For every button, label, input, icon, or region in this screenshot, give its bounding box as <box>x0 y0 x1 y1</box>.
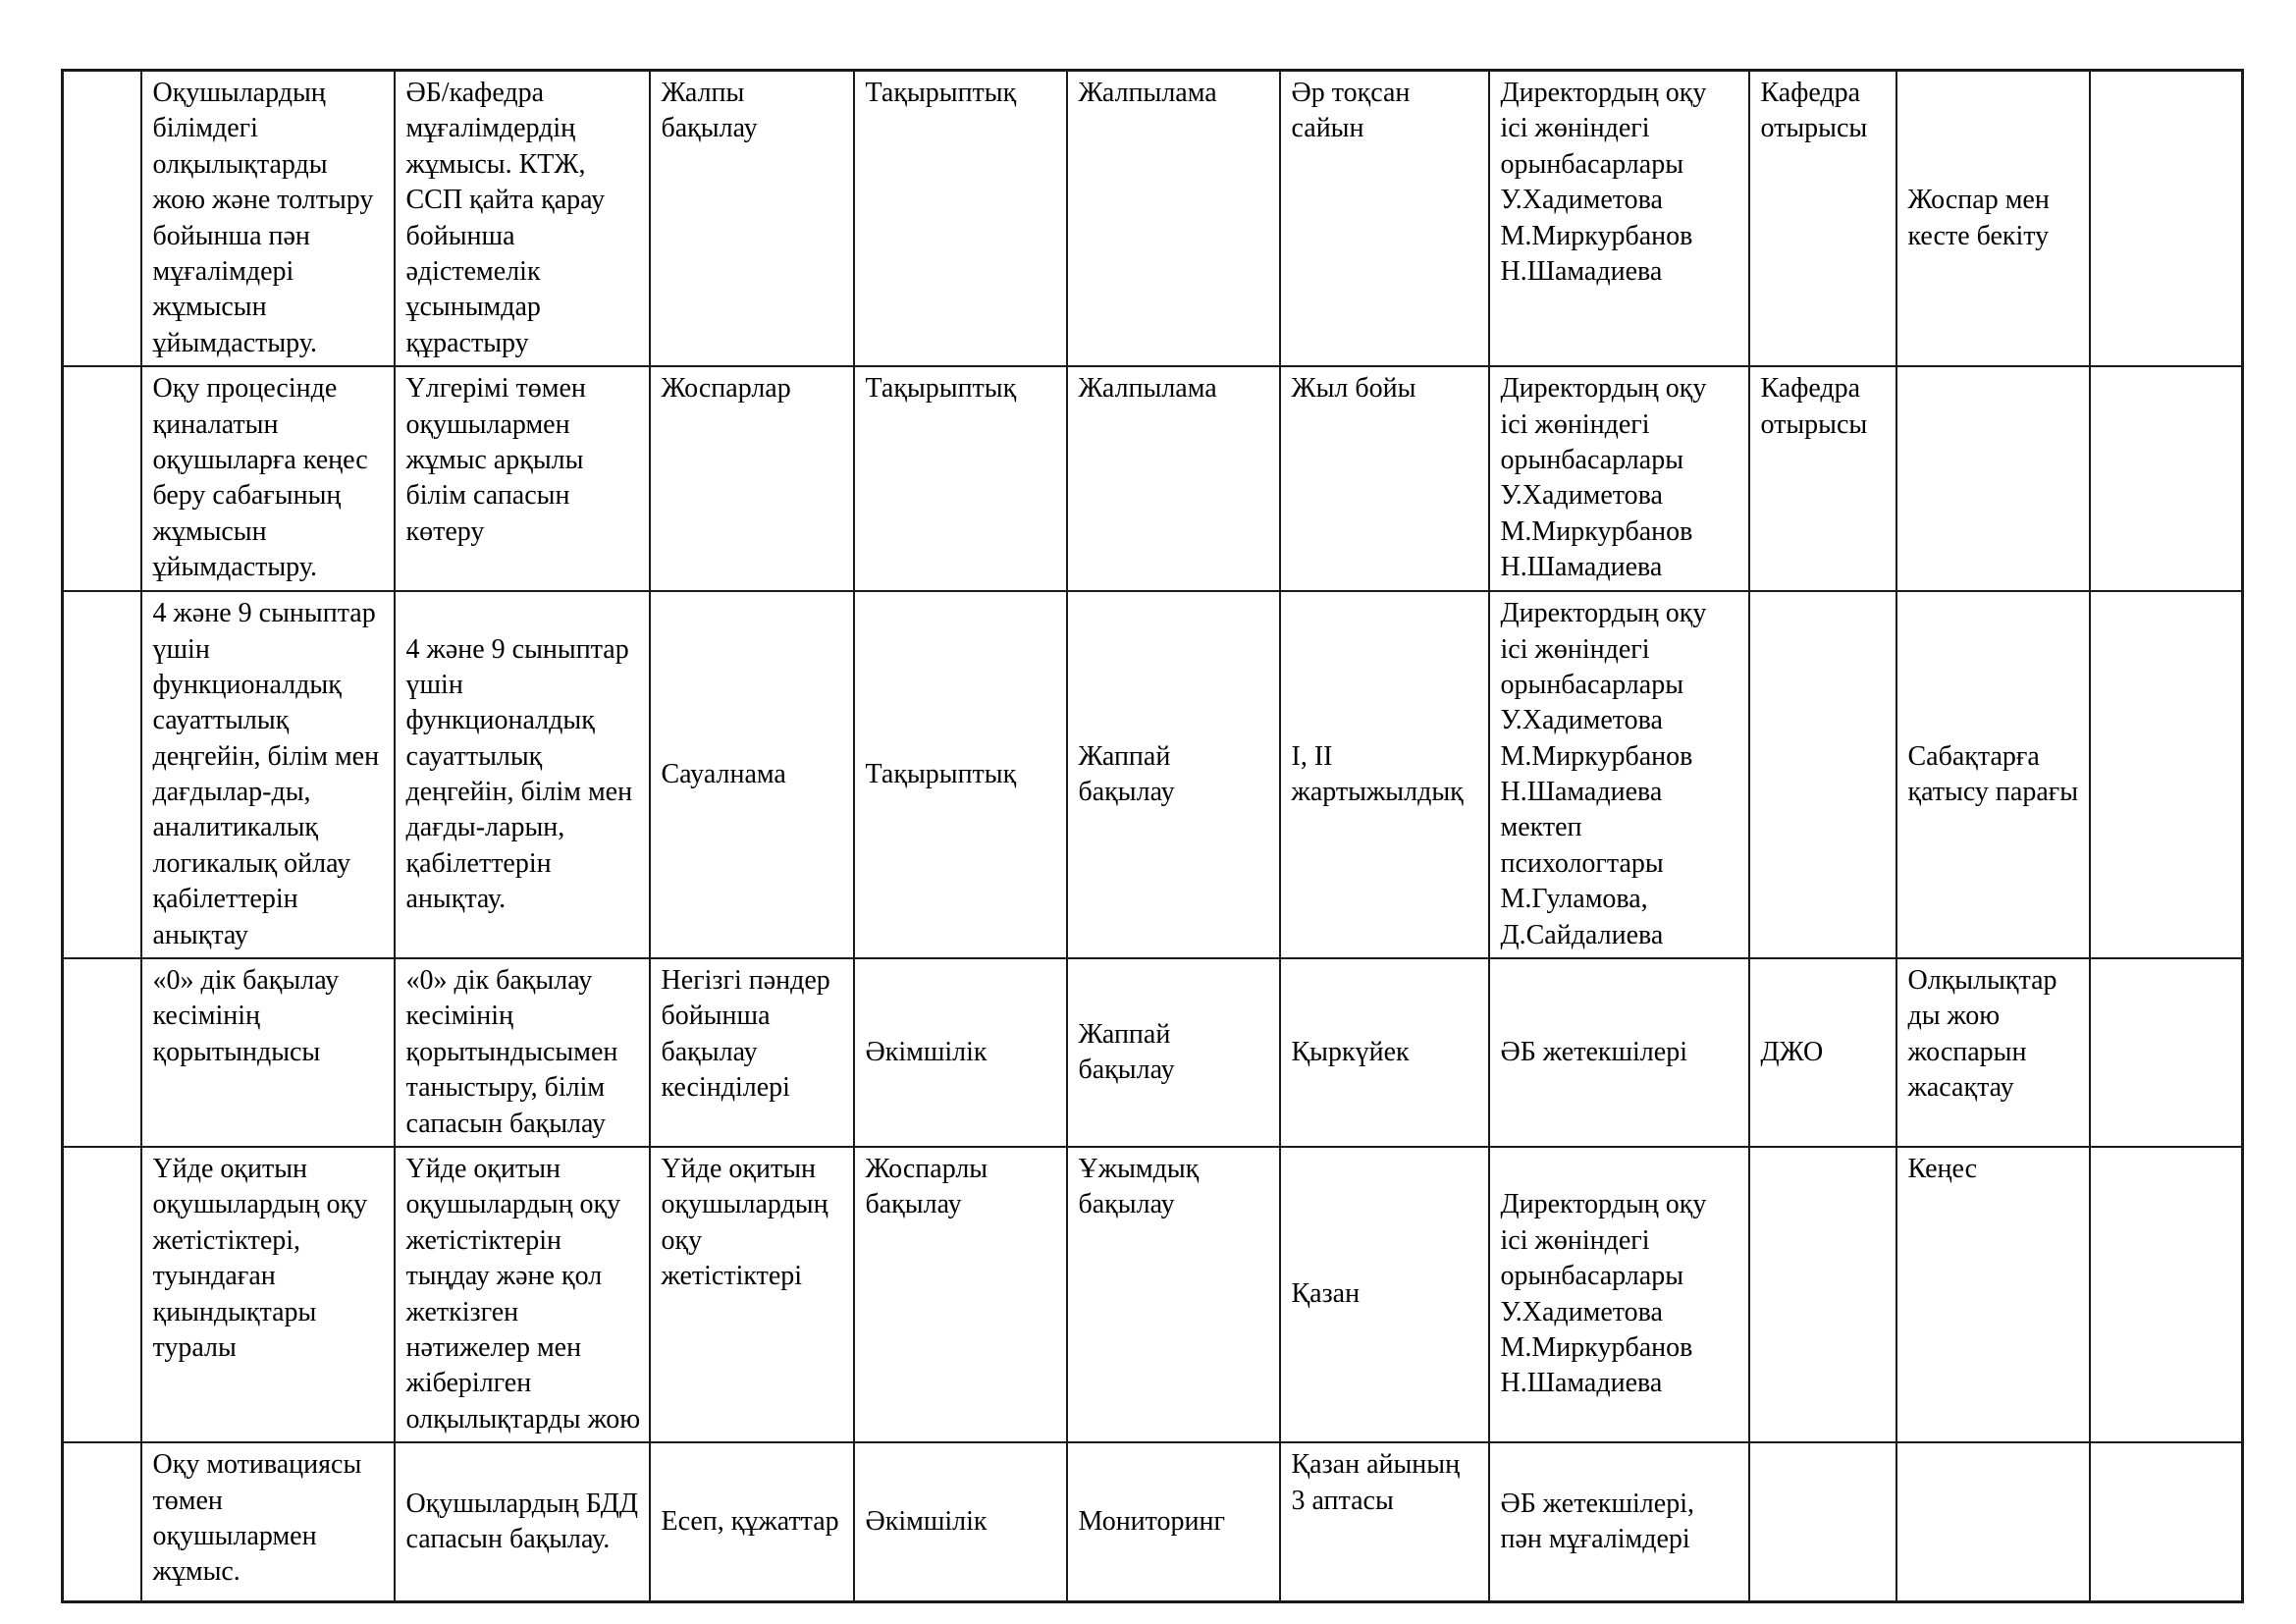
table-cell: Жоспарлар <box>650 366 854 591</box>
table-cell <box>63 366 141 591</box>
table-row <box>63 1442 2243 1602</box>
table-cell <box>63 71 141 367</box>
table-cell: ДЖО <box>1749 958 1896 1147</box>
table-cell: I, II жартыжылдық <box>1280 591 1489 958</box>
table-cell: Есеп, құжаттар <box>650 1442 854 1602</box>
table-cell: Қыркүйек <box>1280 958 1489 1147</box>
table-cell: Кафедра отырысы <box>1749 366 1896 591</box>
table-cell: Директордың оқу ісі жөніндегі орынбасарлары У.Хадиметова М.Миркурбанов Н.Шамадиева <box>1489 1147 1749 1442</box>
plan-table <box>61 69 2244 1603</box>
table-cell <box>1896 366 2090 591</box>
table-cell: Үйде оқитын оқушылардың оқу жетістіктері <box>650 1147 854 1442</box>
table-cell: Тақырыптық <box>854 71 1067 367</box>
table-cell: Үйде оқитын оқушылардың оқу жетістіктерін тыңдау және қол жеткізген нәтижелер мен жіберілген олқылықтарды жою <box>395 1147 650 1442</box>
table-cell <box>63 958 141 1147</box>
table-cell: Тақырыптық <box>854 591 1067 958</box>
table-cell: Жалпы бақылау <box>650 71 854 367</box>
table-cell <box>1749 591 1896 958</box>
table-cell: Ұжымдық бақылау <box>1067 1147 1280 1442</box>
table-cell: 4 және 9 сыныптар үшін функционалдық сауаттылық деңгейін, білім мен дағды-ларын, қабілеттерін анықтау. <box>395 591 650 958</box>
table-row <box>63 591 2243 958</box>
table-cell: Сабақтарға қатысу парағы <box>1896 591 2090 958</box>
table-cell: Әкімшілік <box>854 958 1067 1147</box>
table-cell: Әр тоқсан сайын <box>1280 71 1489 367</box>
table-cell: «0» дік бақылау кесімінің қорытындысы <box>141 958 395 1147</box>
table-cell: ӘБ/кафедра мұғалімдердің жұмысы. КТЖ, ССП қайта қарау бойынша әдістемелік ұсынымдар құрастыру <box>395 71 650 367</box>
table-cell: Жоспарлы бақылау <box>854 1147 1067 1442</box>
table-cell: Жалпылама <box>1067 71 1280 367</box>
table-cell: Олқылықтар ды жою жоспарын жасақтау <box>1896 958 2090 1147</box>
table-cell: Директордың оқу ісі жөніндегі орынбасарлары У.Хадиметова М.Миркурбанов Н.Шамадиева <box>1489 366 1749 591</box>
table-cell: Оқу мотивациясы төмен оқушылармен жұмыс. <box>141 1442 395 1602</box>
table-cell: 4 және 9 сыныптар үшін функционалдық сауаттылық деңгейін, білім мен дағдылар-ды, аналитикалық логикалық ойлау қабілеттерін анықтау <box>141 591 395 958</box>
table-cell <box>63 1147 141 1442</box>
table-cell: Жаппай бақылау <box>1067 591 1280 958</box>
table-cell: Директордың оқу ісі жөніндегі орынбасарлары У.Хадиметова М.Миркурбанов Н.Шамадиева мектеп психологтары М.Гуламова, Д.Сайдалиева <box>1489 591 1749 958</box>
table-cell: Кафедра отырысы <box>1749 71 1896 367</box>
table-cell <box>2090 71 2243 367</box>
table-cell: Оқушылардың білімдегі олқылықтарды жою және толтыру бойынша пән мұғалімдері жұмысын ұйымдастыру. <box>141 71 395 367</box>
table-cell: Жалпылама <box>1067 366 1280 591</box>
table-cell: Әкімшілік <box>854 1442 1067 1602</box>
table-cell: Сауалнама <box>650 591 854 958</box>
table-cell: «0» дік бақылау кесімінің қорытындысымен таныстыру, білім сапасын бақылау <box>395 958 650 1147</box>
table-cell: ӘБ жетекшілері <box>1489 958 1749 1147</box>
table-cell <box>2090 1442 2243 1602</box>
table-cell: Жаппай бақылау <box>1067 958 1280 1147</box>
plan-table-body <box>63 71 2243 1602</box>
table-row <box>63 1147 2243 1442</box>
table-cell: ӘБ жетекшілері, пән мұғалімдері <box>1489 1442 1749 1602</box>
table-cell <box>2090 591 2243 958</box>
table-cell: Қазан айының 3 аптасы <box>1280 1442 1489 1602</box>
table-cell <box>1896 1442 2090 1602</box>
table-row <box>63 366 2243 591</box>
table-cell: Қазан <box>1280 1147 1489 1442</box>
table-cell <box>2090 958 2243 1147</box>
table-cell: Оқу процесінде қиналатын оқушыларға кеңес беру сабағының жұмысын ұйымдастыру. <box>141 366 395 591</box>
table-cell <box>1749 1442 1896 1602</box>
table-cell: Үйде оқитын оқушылардың оқу жетістіктері, туындаған қиындықтары туралы <box>141 1147 395 1442</box>
table-cell: Директордың оқу ісі жөніндегі орынбасарлары У.Хадиметова М.Миркурбанов Н.Шамадиева <box>1489 71 1749 367</box>
table-cell: Жоспар мен кесте бекіту <box>1896 71 2090 367</box>
table-cell: Оқушылардың БДД сапасын бақылау. <box>395 1442 650 1602</box>
table-row <box>63 71 2243 367</box>
table-cell <box>2090 1147 2243 1442</box>
table-cell: Мониторинг <box>1067 1442 1280 1602</box>
table-cell: Кеңес <box>1896 1147 2090 1442</box>
table-cell: Негізгі пәндер бойынша бақылау кесінділері <box>650 958 854 1147</box>
table-cell: Жыл бойы <box>1280 366 1489 591</box>
table-cell <box>63 591 141 958</box>
table-cell <box>63 1442 141 1602</box>
table-cell <box>1749 1147 1896 1442</box>
table-cell <box>2090 366 2243 591</box>
table-cell: Үлгерімі төмен оқушылармен жұмыс арқылы білім сапасын көтеру <box>395 366 650 591</box>
table-row <box>63 958 2243 1147</box>
table-cell: Тақырыптық <box>854 366 1067 591</box>
